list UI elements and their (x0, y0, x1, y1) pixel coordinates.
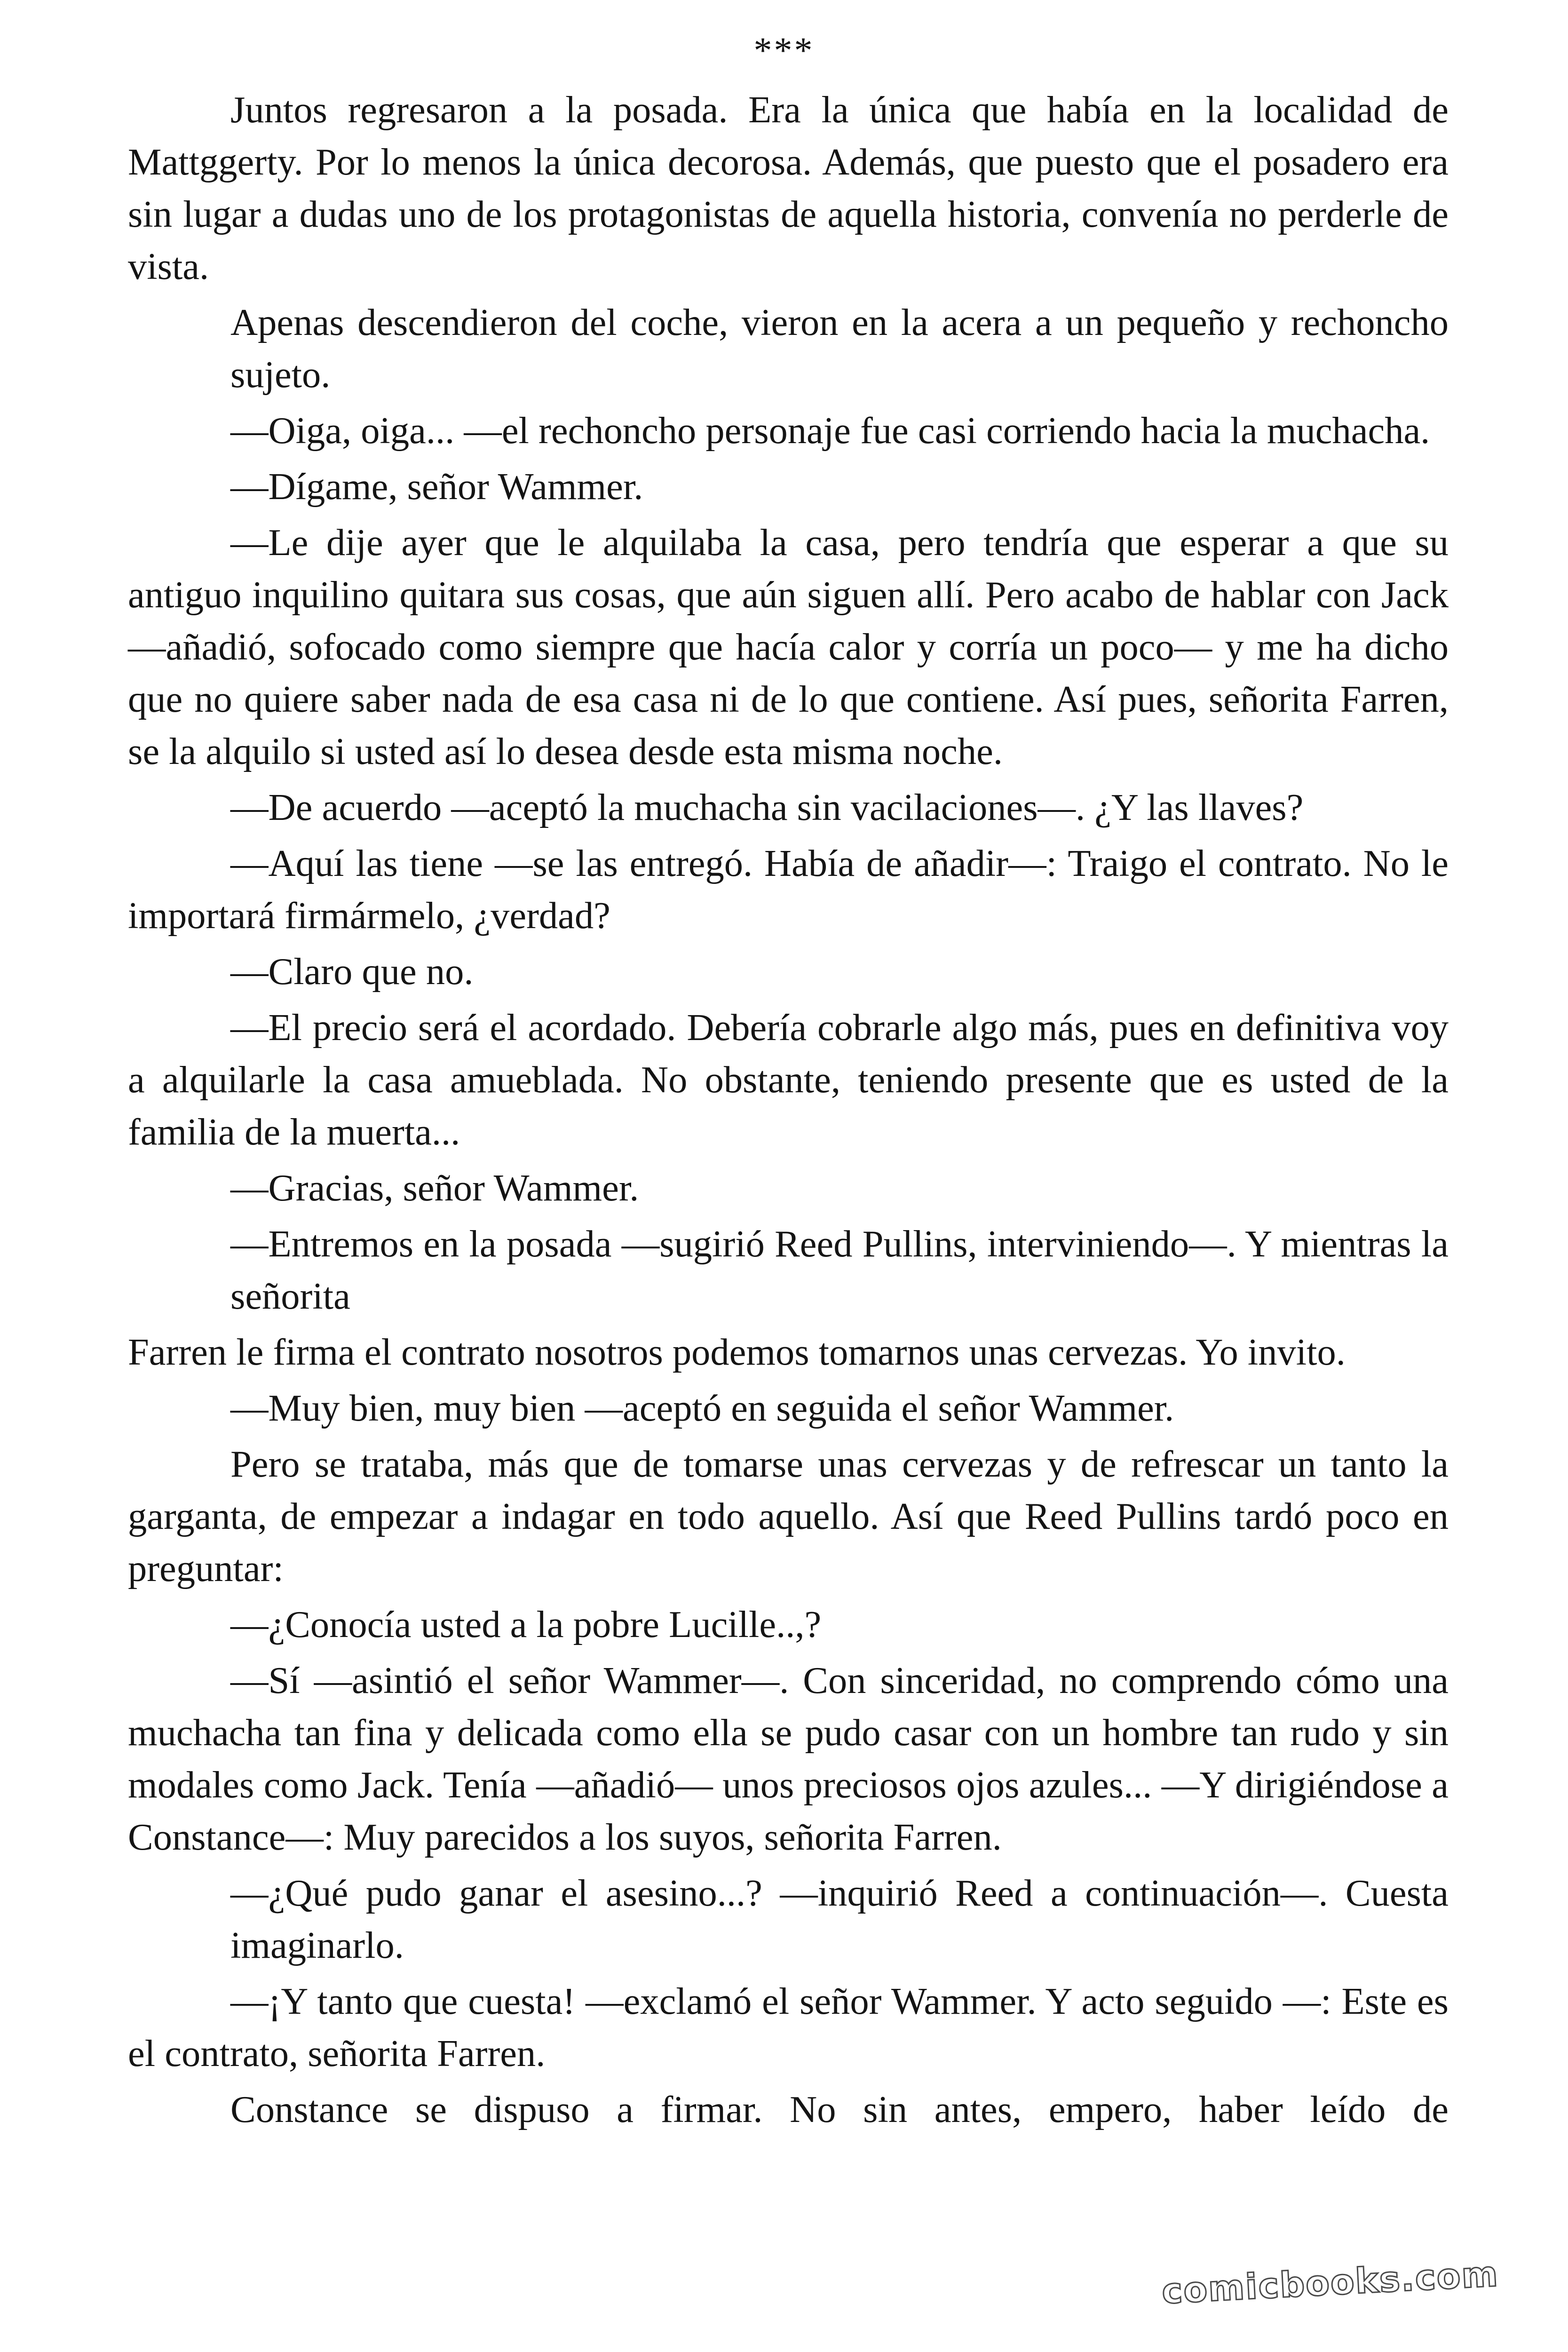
paragraph: —Dígame, señor Wammer. (230, 466, 643, 508)
paragraph: —Aquí las tiene —se las entregó. Había de añadir—: Traigo el contrato. No le importará firmármelo, ¿verdad? (128, 842, 1449, 937)
paragraph: —Muy bien, muy bien —aceptó en seguida el señor Wammer. (230, 1387, 1174, 1429)
paragraph: —Gracias, señor Wammer. (230, 1167, 639, 1209)
paragraph: —Entremos en la posada —sugirió Reed Pullins, interviniendo—. Y mientras la señorita (230, 1223, 1449, 1317)
section-separator: *** (753, 30, 815, 71)
paragraph: —¿Qué pudo ganar el asesino...? —inquirió Reed a continuación—. Cuesta imaginarlo. (230, 1872, 1449, 1966)
paragraph: Pero se trataba, más que de tomarse unas cervezas y de refrescar un tanto la garganta, de empezar a indagar en todo aquello. Así que Reed Pullins tardó poco en preguntar: (128, 1443, 1449, 1589)
body-text (128, 84, 1449, 2139)
paragraph: —Claro que no. (230, 951, 474, 993)
paragraph: —¿Conocía usted a la pobre Lucille..,? (230, 1604, 822, 1645)
paragraph: Juntos regresaron a la posada. Era la única que había en la localidad de Mattggerty. Por lo menos la única decorosa. Además, que puesto que el posadero era sin lugar a dudas uno de los protagonistas de aquella historia, convenía no perderle de vista. (128, 89, 1449, 287)
paragraph: Constance se dispuso a firmar. No sin antes, empero, haber leído de (230, 2089, 1449, 2130)
paragraph: —Le dije ayer que le alquilaba la casa, pero tendría que esperar a que su antiguo inquilino quitara sus cosas, que aún siguen allí. Pero acabo de hablar con Jack —añadió, sofocado como siempre que hacía calor y corría un poco— y me ha dicho que no quiere saber nada de esa casa ni de lo que contiene. Así pues, señorita Farren, se la alquilo si usted así lo desea desde esta misma noche. (128, 522, 1449, 772)
paragraph: —Sí —asintió el señor Wammer—. Con sinceridad, no comprendo cómo una muchacha tan fina y delicada como ella se pudo casar con un hombre tan rudo y sin modales como Jack. Tenía —añadió— unos preciosos ojos azules... —Y dirigiéndose a Constance—: Muy parecidos a los suyos, señorita Farren. (128, 1660, 1449, 1858)
watermark-logo: comicbooks.com (1161, 2254, 1500, 2312)
paragraph: Farren le firma el contrato nosotros podemos tomarnos unas cervezas. Yo invito. (128, 1331, 1346, 1373)
paragraph: —El precio será el acordado. Debería cobrarle algo más, pues en definitiva voy a alquilarle la casa amueblada. No obstante, teniendo presente que es usted de la familia de la muerta... (128, 1007, 1449, 1153)
paragraph: —De acuerdo —aceptó la muchacha sin vacilaciones—. ¿Y las llaves? (230, 787, 1304, 828)
paragraph: Apenas descendieron del coche, vieron en la acera a un pequeño y rechoncho sujeto. (230, 302, 1449, 396)
paragraph: —Oiga, oiga... —el rechoncho personaje fue casi corriendo hacia la muchacha. (230, 410, 1430, 452)
paragraph: —¡Y tanto que cuesta! —exclamó el señor Wammer. Y acto seguido —: Este es el contrato, señorita Farren. (128, 1980, 1449, 2074)
